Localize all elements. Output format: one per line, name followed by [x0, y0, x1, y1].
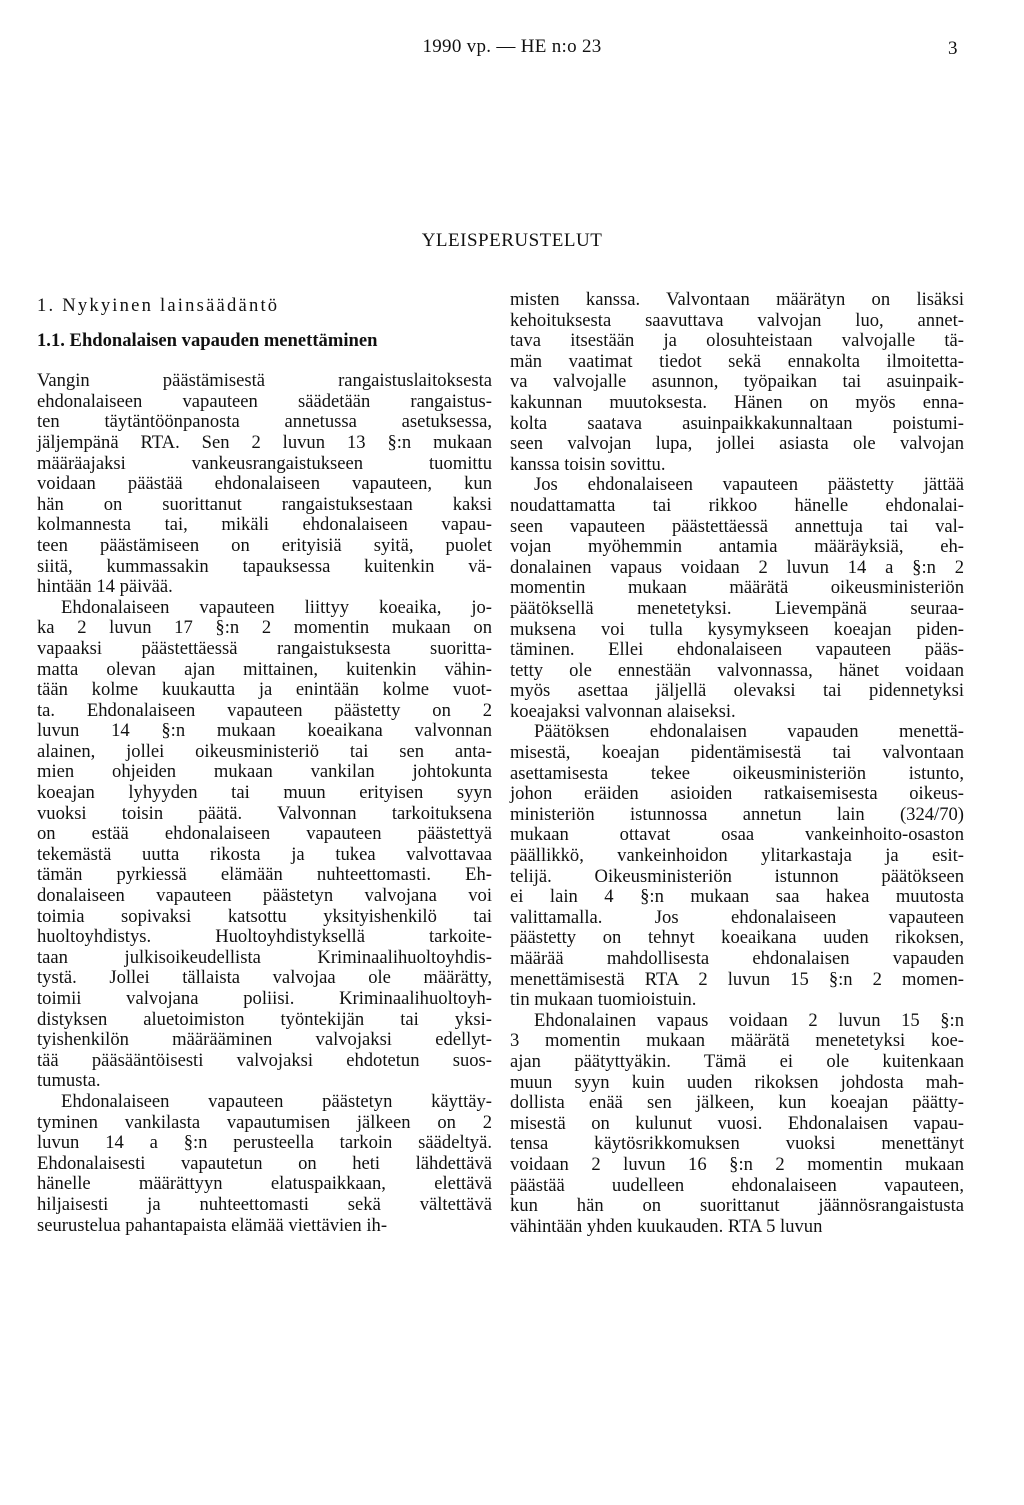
text-line: matta olevan ajan mittainen, kuitenkin vähin- [37, 658, 492, 680]
paragraph [510, 722, 964, 1010]
text-line: muun syyn kuin uuden rikoksen johdosta mah- [510, 1071, 964, 1093]
heading-current-legislation: 1. Nykyinen lainsäädäntö [37, 295, 280, 316]
text-line: Jos ehdonalaiseen vapauteen päästetty jättää [534, 474, 964, 496]
text-line: valittamalla. Jos ehdonalaiseen vapauteen [510, 906, 964, 928]
text-line: asettamisesta tekee oikeusministeriön istunto, [510, 762, 964, 784]
text-line: noudattamatta tai rikkoo hänelle ehdonalai- [510, 494, 964, 516]
paragraph [37, 598, 492, 1092]
text-line: siitä, kummassakin tapauksessa kuitenkin vä- [37, 555, 492, 577]
text-line: misten kanssa. Valvontaan määrätyn on lisäksi [510, 289, 964, 310]
text-line: dollista enää sen jälkeen, kun koeajan päätty- [510, 1092, 964, 1114]
text-line: määrää mahdollisesta ehdonalaisen vapauden [510, 948, 964, 969]
text-line: luvun 14 §:n mukaan koeaikana valvonnan [37, 720, 492, 742]
text-line: tyminen vankilasta vapautumisen jälkeen on 2 [37, 1111, 492, 1133]
text-line: kakunnan muutoksesta. Hänen on myös enna- [510, 391, 964, 413]
text-line: taan julkisoikeudellista Kriminaalihuoltoyhdis- [37, 946, 492, 968]
text-line: teen päästämiseen on erityisiä syitä, puolet [37, 534, 492, 556]
text-line: ta. Ehdonalaiseen vapauteen päästetty on 2 [37, 699, 492, 721]
left-column [37, 290, 492, 1236]
text-line: telijä. Oikeusministeriön istunnon päätökseen [510, 865, 964, 887]
text-line: hän on suorittanut rangaistuksestaan kaksi [37, 493, 492, 515]
text-line: muksena voi tulla kysymykseen koeajan piden- [510, 618, 964, 640]
text-line: ehdonalaiseen vapauteen säädetään rangaistus- [37, 390, 492, 412]
text-line: vapaaksi päästettäessä rangaistuksesta suoritta- [37, 637, 492, 659]
text-line: män vaatimat tiedot sekä ennakolta ilmoitetta- [510, 350, 964, 372]
text-line: toimia sopivaksi katsottu yksityishenkilö tai [37, 905, 492, 927]
text-line: distyksen aluetoimiston työntekijän tai yksi- [37, 1008, 492, 1030]
text-line: Ehdonalaiseen vapauteen liittyy koeaika, jo- [61, 596, 492, 618]
text-line: Vangin päästämisestä rangaistuslaitoksesta [37, 370, 492, 392]
text-line: donalainen vapaus voidaan 2 luvun 14 a §:n 2 [510, 556, 964, 578]
text-line: kanssa toisin sovittu. [510, 453, 666, 475]
text-line: päällikkö, vankeinhoidon ylitarkastaja ja esit- [510, 845, 964, 867]
text-line: ajan päätyttyäkin. Tämä ei ole kuitenkaan [510, 1050, 964, 1072]
text-line: hintään 14 päivää. [37, 576, 173, 598]
text-line: myös asettaa jäljellä olevaksi tai pidennetyksi [510, 680, 964, 702]
text-line: voidaan päästää ehdonalaiseen vapauteen, kun [37, 473, 492, 495]
text-line: menettämisestä RTA 2 luvun 15 §:n 2 momen- [510, 968, 964, 990]
text-line: seurustelua pahantapaista elämää viettävien ih- [37, 1214, 388, 1236]
paragraph [510, 290, 964, 475]
text-line: kun hän on suorittanut jäännösrangaistusta [510, 1195, 964, 1217]
text-line: päästää uudelleen ehdonalaiseen vapauteen, [510, 1174, 964, 1196]
text-line: johon eräiden asioiden ratkaisemisesta oikeus- [510, 783, 964, 805]
text-line: on estää ehdonalaiseen vapauteen päästettyä [37, 823, 492, 845]
text-line: tyishenkilön määrääminen valvojaksi edellyt- [37, 1029, 492, 1051]
text-line: 3 momentin mukaan määrätä menetetyksi koe- [510, 1030, 964, 1052]
text-line: tetty ole ennestään valvonnassa, hänet voidaan [510, 659, 964, 681]
text-line: ka 2 luvun 17 §:n 2 momentin mukaan on [37, 617, 492, 639]
text-line: tumusta. [37, 1070, 101, 1092]
text-line: seen valvojan lupa, jollei asiasta ole valvojan [510, 433, 964, 455]
text-line: tensa käytösrikkomuksen vuoksi menettänyt [510, 1133, 964, 1155]
text-line: Päätöksen ehdonalaisen vapauden menettä- [534, 721, 964, 743]
text-line: määräajaksi vankeusrangaistukseen tuomittu [37, 452, 492, 474]
text-line: jäljempänä RTA. Sen 2 luvun 13 §:n mukaan [37, 431, 492, 453]
text-line: kolta saatava asuinpaikkakunnaltaan poistumi- [510, 412, 964, 434]
text-line: tää pääsääntöisesti valvojaksi ehdotetun suos- [37, 1049, 492, 1071]
text-line: koeajan lyhyyden tai muun erityisen syyn [37, 782, 492, 804]
text-line: Ehdonalaisesti vapautetun on heti lähdettävä [37, 1152, 492, 1174]
text-line: voidaan 2 luvun 16 §:n 2 momentin mukaan [510, 1153, 964, 1175]
left-column-body [37, 371, 492, 1236]
text-line: päätöksellä menetetyksi. Lievempänä seuraa- [510, 597, 964, 619]
text-line: misestä on kulunut vuosi. Ehdonalaisen vapau- [510, 1112, 964, 1134]
text-line: hänelle määrättyyn elatuspaikkaan, elettävä [37, 1173, 492, 1195]
text-line: kolmannesta tai, mikäli ehdonalaiseen vapau- [37, 514, 492, 536]
running-header: 1990 vp. — HE n:o 23 [422, 36, 602, 57]
text-line: ministeriön istunnossa annetun lain (324/70) [510, 803, 964, 825]
text-line: misestä, koeajan pidentämisestä tai valvontaan [510, 742, 964, 764]
text-line: tystä. Jollei tällaista valvojaa ole määrätty, [37, 967, 492, 989]
text-line: täminen. Ellei ehdonalaiseen vapauteen pääs- [510, 639, 964, 661]
text-line: vojan myöhemmin antamia määräyksiä, eh- [510, 536, 964, 558]
text-line: vähintään yhden kuukauden. RTA 5 luvun [510, 1215, 823, 1237]
text-line: huoltoyhdistys. Huoltoyhdistyksellä tarkoite- [37, 926, 492, 948]
text-line: päästetty on tehnyt koeaikana uuden rikoksen, [510, 927, 964, 949]
heading-loss-of-parole: 1.1. Ehdonalaisen vapauden menettäminen [37, 329, 378, 351]
text-line: luvun 14 a §:n perusteella tarkoin säädeltyä. [37, 1132, 492, 1154]
text-line: Ehdonalainen vapaus voidaan 2 luvun 15 §:n [534, 1009, 964, 1031]
text-line: mien ohjeiden mukaan vankilan johtokunta [37, 761, 492, 783]
paragraph [37, 371, 492, 598]
text-line: ten täytäntöönpanosta annetussa asetuksessa, [37, 411, 492, 433]
paragraph [510, 1011, 964, 1238]
paragraph [37, 1092, 492, 1236]
text-line: va valvojalle asunnon, työpaikan tai asuinpaik- [510, 371, 964, 393]
section-title: YLEISPERUSTELUT [421, 230, 603, 251]
right-column [510, 290, 964, 1237]
text-line: toimii valvojana poliisi. Kriminaalihuoltoyh- [37, 988, 492, 1009]
page-number: 3 [948, 38, 958, 59]
text-line: seen vapauteen päästettäessä annettuja tai val- [510, 515, 964, 537]
text-line: hiljaisesti ja nuhteettomasti sekä vältettävä [37, 1193, 492, 1215]
text-line: tämän pyrkiessä elämään nuhteettomasti. Eh- [37, 864, 492, 886]
text-line: momentin mukaan määrätä oikeusministeriön [510, 577, 964, 599]
text-line: alainen, jollei oikeusministeriö tai sen anta- [37, 740, 492, 762]
text-line: tään kolme kuukautta ja enintään kolme vuot- [37, 679, 492, 701]
text-line: koeajaksi valvonnan alaiseksi. [510, 700, 736, 722]
text-line: donalaiseen vapauteen päästetyn valvojana voi [37, 885, 492, 907]
text-line: ei lain 4 §:n mukaan saa hakea muutosta [510, 886, 964, 908]
paragraph [510, 475, 964, 722]
text-line: Ehdonalaiseen vapauteen päästetyn käyttäy- [61, 1090, 492, 1112]
text-line: mukaan ottavat osaa vankeinhoito-osaston [510, 824, 964, 846]
text-line: tin mukaan tuomioistuin. [510, 989, 697, 1011]
text-line: tava itsestään ja olosuhteistaan valvojalle tä- [510, 330, 964, 352]
text-line: vuoksi toisin päätä. Valvonnan tarkoituksena [37, 802, 492, 824]
text-line: tekemästä uutta rikosta ja tukea valvottavaa [37, 843, 492, 865]
text-line: kehoituksesta saavuttava valvojan luo, annet- [510, 309, 964, 331]
right-column-body [510, 290, 964, 1237]
